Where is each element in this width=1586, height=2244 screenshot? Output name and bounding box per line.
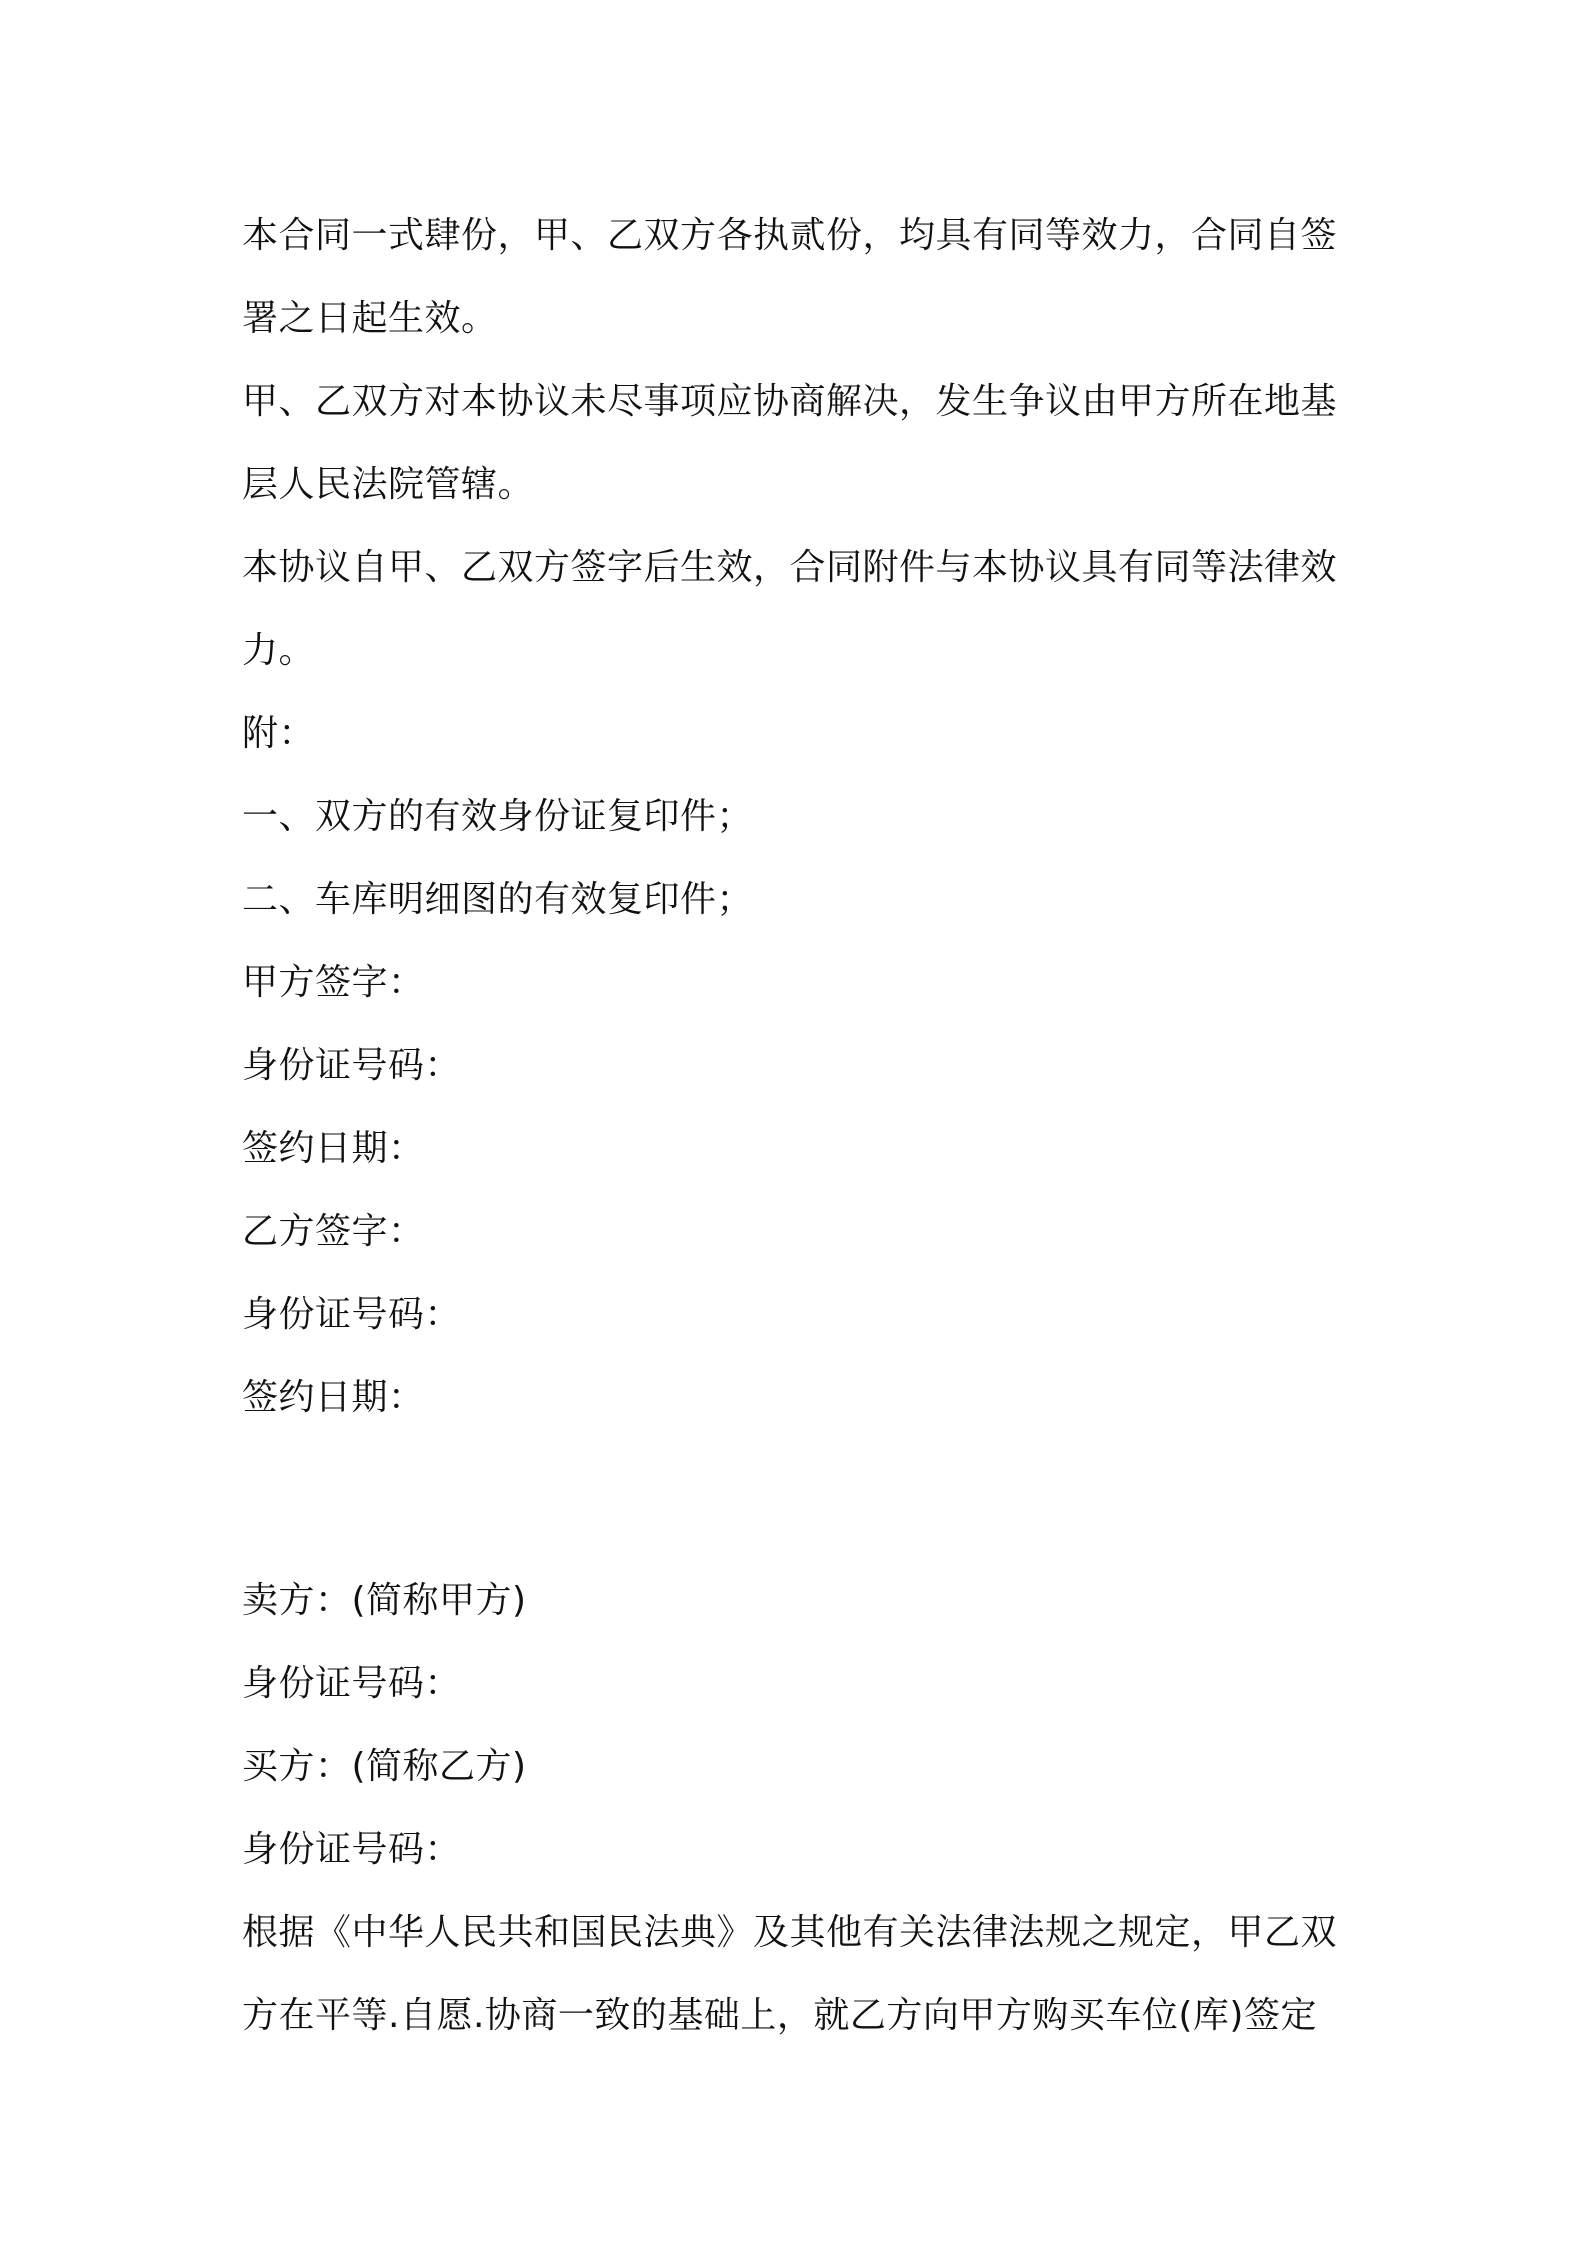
section-spacer (242, 1439, 1372, 1559)
party-b-signature-label: 乙方签字： (242, 1211, 425, 1252)
party-b-id-label: 身份证号码： (242, 1294, 462, 1335)
buyer-id-label: 身份证号码： (242, 1829, 462, 1870)
preamble-line-1: 根据《中华人民共和国民法典》及其他有关法律法规之规定，甲乙双 (242, 1912, 1338, 1953)
party-a-date-label: 签约日期： (242, 1128, 425, 1169)
attachment-item-1: 一、双方的有效身份证复印件； (242, 796, 754, 837)
attachment-item-2: 二、车库明细图的有效复印件； (242, 879, 754, 920)
document-body (242, 194, 1372, 2057)
buyer-label: 买方：(简称乙方) (242, 1746, 527, 1787)
seller-label: 卖方：(简称甲方) (242, 1580, 527, 1621)
paragraph-dispute-line-2: 层人民法院管辖。 (242, 464, 535, 505)
attachments-heading: 附： (242, 713, 316, 754)
party-b-date-label: 签约日期： (242, 1377, 425, 1418)
paragraph-effect-line-2: 力。 (242, 630, 316, 671)
party-a-id-label: 身份证号码： (242, 1045, 462, 1086)
paragraph-effect-line-1: 本协议自甲、乙双方签字后生效，合同附件与本协议具有同等法律效 (242, 547, 1338, 588)
seller-id-label: 身份证号码： (242, 1663, 462, 1704)
party-a-signature-label: 甲方签字： (242, 962, 425, 1003)
paragraph-copies-line-1: 本合同一式肆份，甲、乙双方各执贰份，均具有同等效力，合同自签 (242, 215, 1338, 256)
preamble-line-2: 方在平等.自愿.协商一致的基础上，就乙方向甲方购买车位(库)签定 (242, 1995, 1317, 2036)
paragraph-dispute-line-1: 甲、乙双方对本协议未尽事项应协商解决，发生争议由甲方所在地基 (242, 381, 1338, 422)
paragraph-copies-line-2: 署之日起生效。 (242, 298, 498, 339)
